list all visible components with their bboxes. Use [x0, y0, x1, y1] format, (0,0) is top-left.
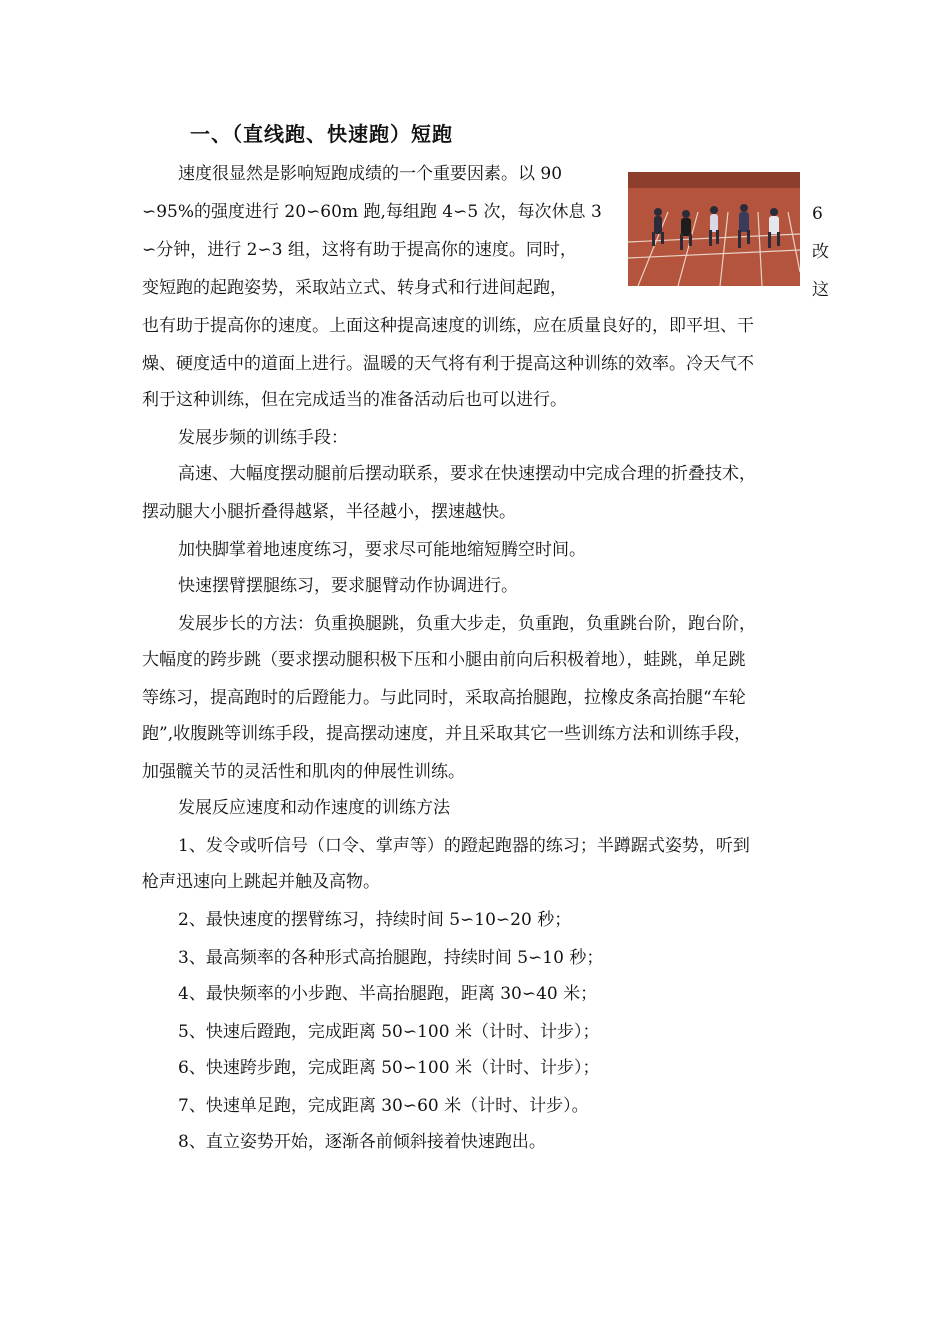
- paragraph-line: 发展步长的方法：负重换腿跳，负重大步走，负重跑，负重跳台阶，跑台阶，: [178, 614, 756, 634]
- running-track-image: [628, 172, 800, 286]
- paragraph-line: 利于这种训练，但在完成适当的准备活动后也可以进行。: [142, 390, 567, 410]
- wrapped-char: 6: [812, 204, 823, 224]
- list-item: 6、快速跨步跑，完成距离 50∽100 米（计时、计步）；: [178, 1058, 600, 1078]
- paragraph-line: 也有助于提高你的速度。上面这种提高速度的训练，应在质量良好的，即平坦、干: [142, 316, 754, 336]
- list-item: 1、发令或听信号（口令、掌声等）的蹬起跑器的练习；半蹲踞式姿势，听到: [178, 836, 750, 856]
- list-item: 3、最高频率的各种形式高抬腿跑，持续时间 5∽10 秒；: [178, 948, 604, 968]
- paragraph-line: 加强髋关节的灵活性和肌肉的伸展性训练。: [142, 762, 465, 782]
- list-item: 4、最快频率的小步跑、半高抬腿跑，距离 30∽40 米；: [178, 984, 598, 1004]
- sprinters-photo: [628, 172, 800, 286]
- wrapped-char: 这: [812, 280, 829, 300]
- list-item: 5、快速后蹬跑，完成距离 50∽100 米（计时、计步）；: [178, 1022, 600, 1042]
- paragraph-line: 燥、硬度适中的道面上进行。温暖的天气将有利于提高这种训练的效率。冷天气不: [142, 354, 754, 374]
- list-item: 2、最快速度的摆臂练习，持续时间 5∽10∽20 秒；: [178, 910, 572, 930]
- wrapped-char: 改: [812, 242, 829, 262]
- paragraph-line: 摆动腿大小腿折叠得越紧，半径越小，摆速越快。: [142, 502, 516, 522]
- subsection-title: 发展反应速度和动作速度的训练方法: [178, 798, 450, 818]
- section-heading: 一、（直线跑、快速跑）短跑: [190, 122, 453, 146]
- paragraph-line: 速度很显然是影响短跑成绩的一个重要因素。以 90: [178, 164, 563, 184]
- paragraph-line: ∽分钟，进行 2∽3 组，这将有助于提高你的速度。同时，: [142, 240, 577, 260]
- paragraph-line: 变短跑的起跑姿势，采取站立式、转身式和行进间起跑，: [142, 278, 567, 298]
- paragraph-line: ∽95%的强度进行 20∽60m 跑,每组跑 4∽5 次，每次休息 3: [142, 202, 602, 222]
- paragraph-line: 加快脚掌着地速度练习，要求尽可能地缩短腾空时间。: [178, 540, 586, 560]
- list-item: 7、快速单足跑，完成距离 30∽60 米（计时、计步）。: [178, 1096, 589, 1116]
- paragraph-line: 高速、大幅度摆动腿前后摆动联系，要求在快速摆动中完成合理的折叠技术，: [178, 464, 756, 484]
- list-item-continuation: 枪声迅速向上跳起并触及高物。: [142, 872, 380, 892]
- list-item: 8、直立姿势开始，逐渐各前倾斜接着快速跑出。: [178, 1132, 546, 1152]
- paragraph-line: 跑”,收腹跳等训练手段，提高摆动速度，并且采取其它一些训练方法和训练手段，: [142, 724, 752, 744]
- paragraph-line: 快速摆臂摆腿练习，要求腿臂动作协调进行。: [178, 576, 518, 596]
- subsection-title: 发展步频的训练手段：: [178, 428, 348, 448]
- paragraph-line: 大幅度的跨步跳（要求摆动腿积极下压和小腿由前向后积极着地），蛙跳，单足跳: [142, 650, 746, 670]
- paragraph-line: 等练习，提高跑时的后蹬能力。与此同时，采取高抬腿跑，拉橡皮条高抬腿“车轮: [142, 688, 746, 708]
